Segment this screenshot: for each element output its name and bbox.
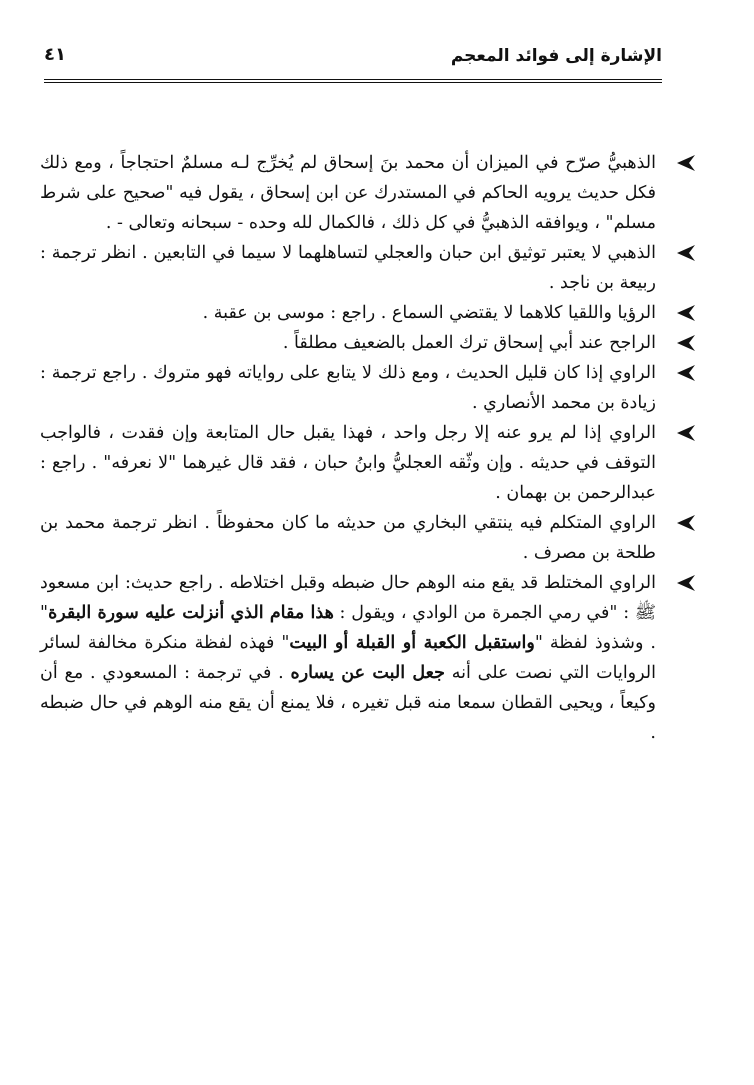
entry-segment: الراوي إذا كان قليل الحديث ، ومع ذلك لا يتابع على رواياته فهو متروك . راجع ترجمة : زيادة بن محمد الأنصاري .	[40, 363, 656, 413]
entry-text	[40, 418, 656, 508]
page-header	[44, 40, 662, 74]
entry-item	[40, 328, 696, 358]
entry-segment: " . وشذوذ لفظة "	[40, 603, 656, 653]
entry-segment: الراوي المتكلم فيه ينتقي البخاري من حديثه ما كان محفوظاً . انظر ترجمة محمد بن طلحة بن مصرف .	[40, 513, 656, 563]
entry-bold-segment: واستقبل الكعبة أو القبلة أو البيت	[289, 633, 535, 653]
entry-text	[40, 508, 656, 568]
entry-text	[40, 238, 656, 298]
entry-item	[40, 148, 696, 238]
entry-segment: الذهبيُّ صرّح في الميزان أن محمد بنَ إسحاق لم يُخرِّج لـه مسلمٌ احتجاجاً ، ومع ذلك فكل حديث يرويه الحاكم في المستدرك عن ابن إسحاق ، يقول فيه "صحيح على شرط مسلم" ، ويوافقه الذهبيُّ في كل ذلك ، فالكمال لله وحده - سبحانه وتعالى - .	[40, 153, 656, 233]
entry-text	[40, 358, 656, 418]
arrowhead-bullet-icon	[676, 153, 696, 173]
entry-item	[40, 238, 696, 298]
entry-text	[40, 298, 656, 328]
entry-item	[40, 418, 696, 508]
entry-text	[40, 568, 656, 748]
entry-segment: الراجح عند أبي إسحاق ترك العمل بالضعيف مطلقاً .	[282, 333, 656, 353]
running-title: الإشارة إلى فوائد المعجم	[450, 46, 662, 66]
arrowhead-bullet-icon	[676, 243, 696, 263]
arrowhead-bullet-icon	[676, 423, 696, 443]
entry-bold-segment: هذا مقام الذي أنزلت عليه سورة البقرة	[48, 603, 334, 623]
entry-item	[40, 298, 696, 328]
header-rule	[44, 79, 662, 83]
entry-segment: الراوي المختلط قد يقع منه الوهم حال ضبطه وقبل اختلاطه . راجع حديث: ابن مسعود ﷺ : "في رمي الجمرة من الوادي ، ويقول :	[40, 573, 656, 623]
entries-list	[40, 148, 696, 748]
entry-segment: الرؤيا واللقيا كلاهما لا يقتضي السماع . راجع : موسى بن عقبة .	[202, 303, 656, 323]
arrowhead-bullet-icon	[676, 333, 696, 353]
arrowhead-bullet-icon	[676, 363, 696, 383]
page-number: ٤١	[44, 44, 66, 65]
entry-item	[40, 508, 696, 568]
entry-segment: " فهذه لفظة منكرة مخالفة لسائر الروايات التي نصت على أنه	[40, 633, 656, 683]
entry-text	[40, 328, 656, 358]
entry-text	[40, 148, 656, 238]
entry-item	[40, 568, 696, 748]
arrowhead-bullet-icon	[676, 573, 696, 593]
entry-segment: الراوي إذا لم يرو عنه إلا رجل واحد ، فهذا يقبل حال المتابعة وإن فقدت ، فالواجب التوقف في حديثه . وإن وثّقه العجليُّ وابنُ حبان ، فقد قال غيرهما "لا نعرفه" . راجع : عبدالرحمن بن بهمان .	[40, 423, 656, 503]
arrowhead-bullet-icon	[676, 513, 696, 533]
arrowhead-bullet-icon	[676, 303, 696, 323]
entry-segment: الذهبي لا يعتبر توثيق ابن حبان والعجلي لتساهلهما لا سيما في التابعين . انظر ترجمة : ربيعة بن ناجد .	[40, 243, 656, 293]
entry-bold-segment: جعل البت عن يساره	[290, 663, 445, 683]
entry-item	[40, 358, 696, 418]
entry-segment: . في ترجمة : المسعودي . مع أن وكيعاً ، ويحيى القطان سمعا منه قبل تغيره ، فلا يمنع أن يقع منه الوهم في حال ضبطه .	[40, 663, 656, 743]
